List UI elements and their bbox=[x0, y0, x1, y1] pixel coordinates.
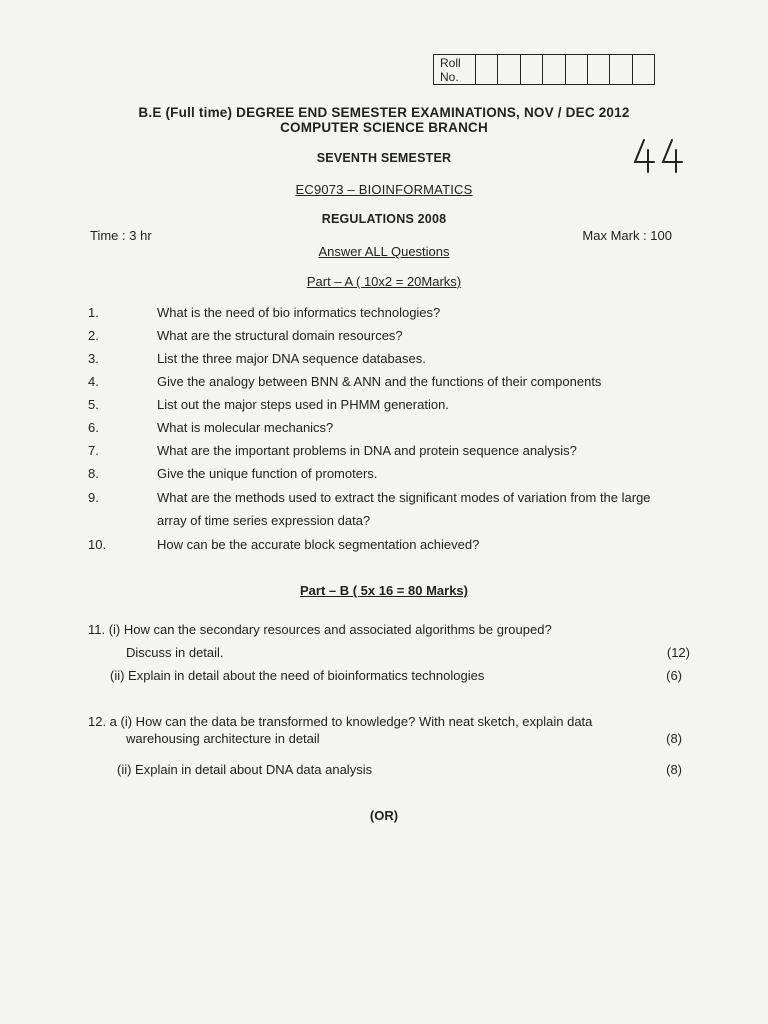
roll-label-line2: No. bbox=[440, 70, 459, 84]
q12-ii-text: (ii) Explain in detail about DNA data analysis bbox=[117, 762, 373, 777]
question-number: 8. bbox=[88, 466, 99, 481]
roll-number-box bbox=[433, 54, 655, 85]
roll-cell bbox=[588, 55, 610, 84]
question-number: 6. bbox=[88, 420, 99, 435]
roll-cell bbox=[521, 55, 543, 84]
exam-title: B.E (Full time) DEGREE END SEMESTER EXAMINATIONS, NOV / DEC 2012 bbox=[138, 105, 630, 120]
q11-mark: (12) bbox=[666, 645, 690, 660]
q11-ii-text: (ii) Explain in detail about the need of bioinformatics technologies bbox=[110, 668, 485, 683]
roll-cell bbox=[498, 55, 520, 84]
max-mark: Max Mark : 100 bbox=[582, 228, 672, 243]
exam-time: Time : 3 hr bbox=[90, 228, 152, 243]
question-number: 10. bbox=[88, 537, 107, 552]
question-text: List the three major DNA sequence databases. bbox=[157, 351, 426, 366]
q11-text-continued: Discuss in detail. bbox=[126, 645, 224, 660]
q11-ii-mark: (6) bbox=[666, 668, 682, 683]
roll-number-label bbox=[434, 55, 476, 84]
handwritten-mark bbox=[632, 136, 688, 176]
q12-text-continued: warehousing architecture in detail bbox=[126, 731, 320, 746]
question-number: 2. bbox=[88, 328, 99, 343]
question-number: 4. bbox=[88, 374, 99, 389]
question-text: What are the structural domain resources? bbox=[157, 328, 403, 343]
roll-cell bbox=[543, 55, 565, 84]
part-b-heading: Part – B ( 5x 16 = 80 Marks) bbox=[299, 583, 468, 598]
semester-title: SEVENTH SEMESTER bbox=[316, 151, 452, 165]
question-text: What are the methods used to extract the significant modes of variation from the large bbox=[157, 490, 651, 505]
roll-label-line1: Roll bbox=[440, 56, 461, 70]
q11-text: 11. (i) How can the secondary resources and associated algorithms be grouped? bbox=[88, 622, 552, 637]
question-text: Give the analogy between BNN & ANN and the functions of their components bbox=[157, 374, 602, 389]
question-text: List out the major steps used in PHMM generation. bbox=[157, 397, 449, 412]
question-number: 5. bbox=[88, 397, 99, 412]
question-text: What is molecular mechanics? bbox=[157, 420, 334, 435]
instruction: Answer ALL Questions bbox=[318, 244, 450, 259]
roll-cell bbox=[476, 55, 498, 84]
q12-ii-mark: (8) bbox=[666, 762, 682, 777]
question-number: 7. bbox=[88, 443, 99, 458]
part-a-heading: Part – A ( 10x2 = 20Marks) bbox=[306, 274, 462, 289]
question-text: What is the need of bio informatics technologies? bbox=[157, 305, 441, 320]
roll-cell bbox=[633, 55, 654, 84]
course-title: EC9073 – BIOINFORMATICS bbox=[295, 182, 473, 197]
question-text: What are the important problems in DNA and protein sequence analysis? bbox=[157, 443, 577, 458]
question-number: 9. bbox=[88, 490, 99, 505]
question-text: How can be the accurate block segmentation achieved? bbox=[157, 537, 480, 552]
roll-cell bbox=[566, 55, 588, 84]
question-number: 1. bbox=[88, 305, 99, 320]
regulations: REGULATIONS 2008 bbox=[321, 212, 447, 226]
roll-cell bbox=[610, 55, 632, 84]
q12-text: 12. a (i) How can the data be transformed to knowledge? With neat sketch, explain data bbox=[88, 714, 593, 729]
question-text-continued: array of time series expression data? bbox=[157, 513, 371, 528]
q12-mark: (8) bbox=[666, 731, 682, 746]
question-text: Give the unique function of promoters. bbox=[157, 466, 378, 481]
question-number: 3. bbox=[88, 351, 99, 366]
branch-title: COMPUTER SCIENCE BRANCH bbox=[280, 120, 488, 135]
or-divider: (OR) bbox=[369, 808, 399, 823]
